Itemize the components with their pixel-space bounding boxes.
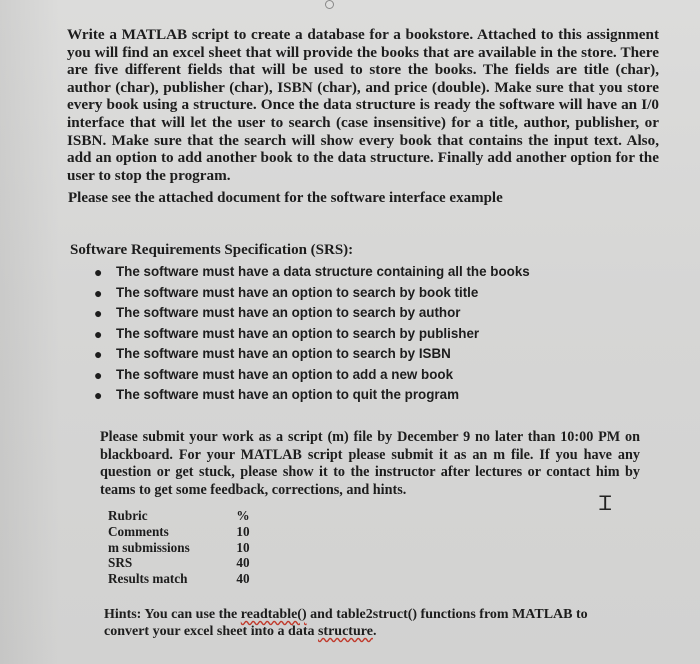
- rubric-weight: 10: [236, 539, 250, 555]
- rubric-criterion: Comments: [108, 523, 169, 539]
- srs-heading: Software Requirements Specification (SRS):: [70, 242, 354, 258]
- bullet-icon: ●: [94, 284, 103, 301]
- hints-paragraph: Hints: You can use the readtable() and table2struct() functions from MATLAB to convert your excel sheet into a data structure.: [104, 607, 588, 639]
- rubric-row: [108, 571, 258, 587]
- bullet-icon: ●: [94, 264, 103, 280]
- rubric-criterion: m submissions: [108, 539, 190, 555]
- bullet-icon: ●: [94, 366, 103, 383]
- submission-instructions: Please submit your work as a script (m) file by December 9 no later than 10:00 PM on blackboard. For your MATLAB script please submit it as an m file. If you have any question or get stuck, please show it to the instructor after lectures or contact him by teams to get some feedback, corrections, and hints.: [100, 429, 640, 498]
- rubric-row: [108, 524, 258, 540]
- srs-item: ● The software must have an option to search by book title: [92, 283, 530, 304]
- page-shadow: [0, 0, 60, 664]
- spellcheck-word: structure: [317, 624, 373, 639]
- text-cursor-icon: Ꮖ: [599, 491, 613, 515]
- rubric-weight: 40: [236, 555, 250, 571]
- hole-punch-mark: [325, 0, 334, 9]
- srs-item: ● The software must have an option to search by publisher: [92, 324, 530, 345]
- rubric-header-percent: %: [236, 508, 250, 523]
- rubric-header-row: [108, 508, 258, 524]
- rubric-table: [108, 508, 258, 587]
- rubric-row: [108, 555, 258, 571]
- bullet-icon: ●: [94, 387, 103, 403]
- rubric-criterion: SRS: [108, 555, 133, 571]
- bullet-icon: ●: [94, 346, 103, 362]
- rubric-weight: 40: [236, 571, 250, 587]
- srs-item: ● The software must have an option to add a new book: [92, 365, 530, 386]
- srs-item: ● The software must have an option to quit the program: [92, 385, 530, 406]
- assignment-description: Write a MATLAB script to create a database for a bookstore. Attached to this assignment you will find an excel sheet that will provide the books that are available in the store. There are five different fields that will be used to store the books. The fields are title (char), author (char), publisher (char), ISBN (char), and price (double). Make sure that you store every book using a structure. Once the data structure is ready the software will have an I/0 interface that will let the user to search (case insensitive) for a title, author, publisher, or ISBN. Make sure that the search will show every book that contains the input text. Also, add an option to add another book to the data structure. Finally add another option for the user to stop the program.: [67, 26, 659, 184]
- rubric-weight: 10: [236, 523, 250, 539]
- srs-item: ● The software must have an option to search by author: [92, 303, 530, 324]
- spellcheck-word: readtable(): [240, 607, 307, 622]
- srs-item: ● The software must have an option to search by ISBN: [92, 344, 530, 365]
- srs-list: [92, 262, 530, 406]
- rubric-row: [108, 540, 258, 556]
- bullet-icon: ●: [94, 305, 103, 321]
- rubric-header-label: Rubric: [108, 508, 148, 523]
- rubric-criterion: Results match: [108, 571, 188, 587]
- see-attached-note: Please see the attached document for the software interface example: [68, 190, 503, 206]
- srs-item: ● The software must have a data structure containing all the books: [92, 262, 530, 283]
- bullet-icon: ●: [94, 325, 103, 342]
